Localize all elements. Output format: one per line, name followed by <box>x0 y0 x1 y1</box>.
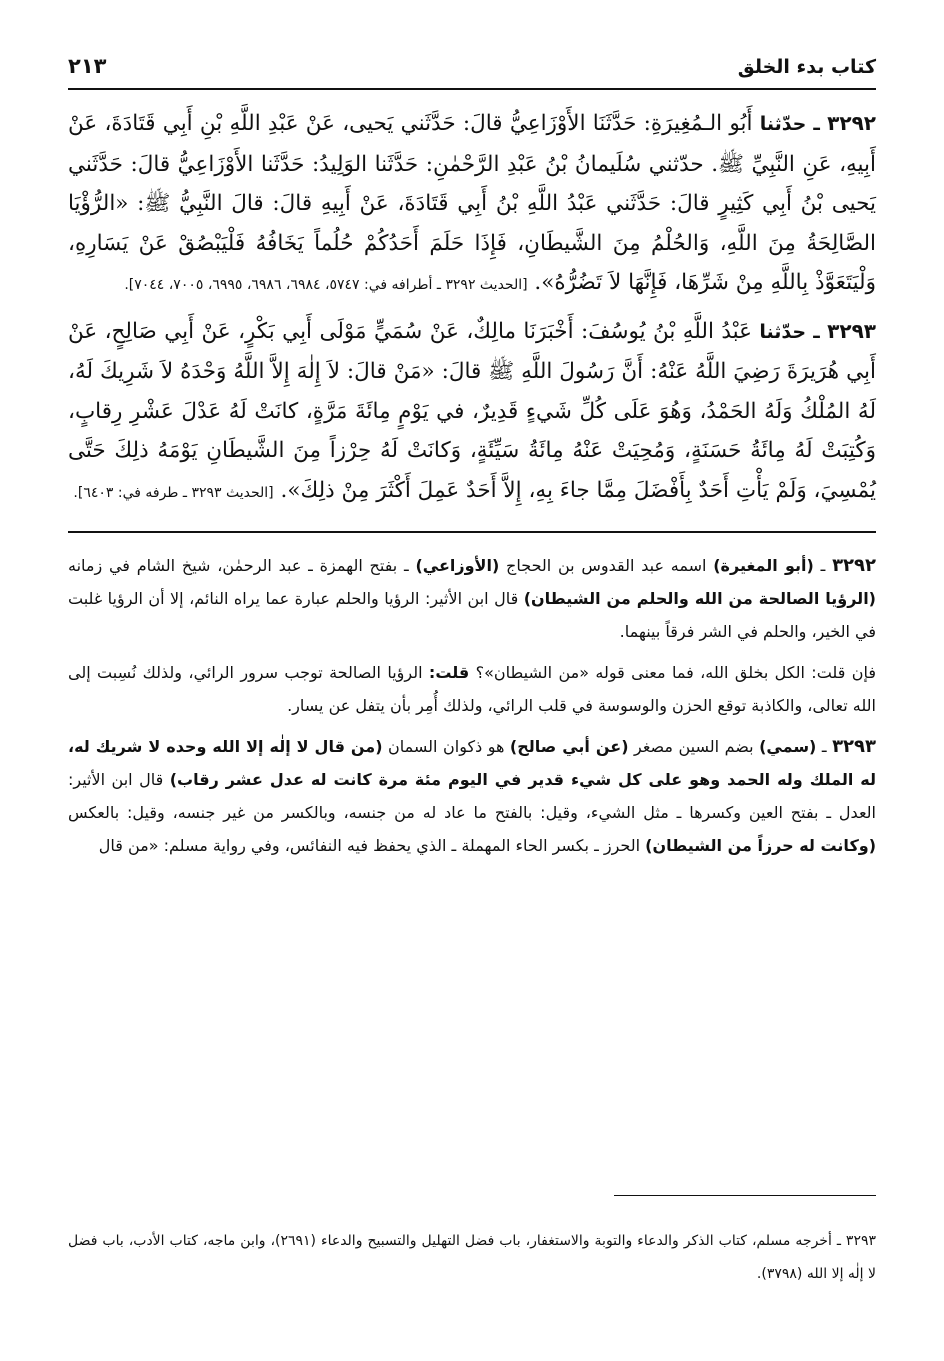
commentary-bold-phrase: (الأوزاعي) <box>415 556 500 575</box>
commentary-number: ٣٢٩٣ <box>832 736 877 757</box>
commentary-bold-phrase: (أبو المغيرة) <box>713 556 814 575</box>
hadith-text: أَبُو الـمُغِيرَةِ: حَدَّثَنَا الأَوْزَاعِيُّ قالَ: حَدَّثَني يَحيى، عَنْ عَبْدِ اللَّهِ بْنِ أَبِي قَتَادَةَ، عَنْ أَبِيهِ، عَنِ النَّبِيِّ ﷺ. حدّثني سُلَيمانُ بْنُ عَبْدِ الرَّحْمٰنِ: حَدَّثَنا الوَلِيدُ: حَدَّثَنا الأَوْزَاعِيُّ قالَ: حَدَّثَني يَحيى بْنُ أَبِي كَثِيرٍ قالَ: حَدَّثَني عَبْدُ اللَّهِ بْنُ أَبِي قَتَادَةَ، عَنْ أَبِيهِ قالَ: قالَ النَّبِيُّ ﷺ: «الرُّؤْيَا الصَّالِحَةُ مِنَ اللَّهِ، وَالحُلْمُ مِنَ الشَّيطَانِ، فَإِذَا حَلَمَ أَحَدُكُمْ حُلُماً يَخَافُهُ فَلْيَبْصُقْ عَنْ يَسَارِهِ، وَلْيَتَعَوَّذْ بِاللَّهِ مِنْ شَرِّهَا، فَإِنَّهَا لاَ تَضُرُّهُ». <box>68 111 876 295</box>
commentary-phrase: فإن قلت: الكل بخلق الله، فما معنى قوله «من الشيطان»؟ <box>469 663 877 682</box>
commentary-phrase: اسمه عبد القدوس بن الحجاج <box>499 556 714 575</box>
footnote-text: ـ أخرجه مسلم، كتاب الذكر والدعاء والتوبة والاستغفار، باب فضل التهليل والتسبيح والدعاء (٢٦٩١)، وابن ماجه، كتاب الأدب، باب فضل لا إلٰه إلا الله (٣٧٩٨). <box>68 1233 876 1282</box>
hadith-number: ٣٢٩٣ <box>827 318 876 343</box>
commentary-bold-phrase: (من قال لا إلٰه إلا الله وحده لا شريك له، له الملك وله الحمد وهو على كل شيء قدير في اليوم مئة مرة كانت له عدل عشر رقاب) <box>68 737 877 789</box>
commentary-phrase: ـ <box>813 556 833 575</box>
hadith-reference: [الحديث ٣٢٩٣ ـ طرفه في: ٦٤٠٣]. <box>73 484 274 501</box>
commentary-phrase: هو ذكوان السمان <box>382 737 510 756</box>
commentary-bold-phrase: قلت: <box>428 663 470 682</box>
commentary-text <box>68 556 876 641</box>
chapter-title: كتاب بدء الخلق <box>737 56 876 78</box>
commentary-phrase: ـ بفتح الهمزة ـ عبد الرحمٰن، شيخ الشام في زمانه <box>68 556 416 575</box>
commentary-bold-phrase: (عن أبي صالح) <box>509 737 629 756</box>
commentary-phrase: بضم السين مصغر <box>628 737 760 756</box>
footnote <box>68 1225 876 1291</box>
commentary-bold-phrase: (الرؤيا الصالحة من الله والحلم من الشيطان) <box>523 589 876 608</box>
commentary-text <box>68 663 876 715</box>
hadith-lead: ـ حدّثنا <box>759 320 820 343</box>
commentary-number: ٣٢٩٢ <box>832 555 877 576</box>
commentary-3292 <box>68 549 876 648</box>
hadith-reference: [الحديث ٣٢٩٢ ـ أطرافه في: ٥٧٤٧، ٦٩٨٤، ٦٩٨٦، ٦٩٩٥، ٧٠٠٥، ٧٠٤٤]. <box>124 277 528 293</box>
commentary-phrase: قال ابن الأثير: العدل ـ بفتح العين وكسرها ـ مثل الشيء، وقيل: بالفتح ما عاد له من جنسه، وبالكسر من غير جنسه، وقيل: بالعكس <box>68 770 876 822</box>
hadith-3292 <box>68 104 876 306</box>
hadith-text: عَبْدُ اللَّهِ بْنُ يُوسُفَ: أَخْبَرَنَا مالِكٌ، عَنْ سُمَيٍّ مَوْلَى أَبِي بَكْرٍ، عَنْ أَبِي صَالِحٍ، عَنْ أَبِي هُرَيرَةَ رَضِيَ اللَّهُ عَنْهُ: أَنَّ رَسُولَ اللَّهِ ﷺ قالَ: «مَنْ قالَ: لاَ إِلٰهَ إِلاَّ اللَّهُ وَحْدَهُ لاَ شَرِيكَ لَهُ، لَهُ المُلْكُ وَلَهُ الحَمْدُ، وَهُوَ عَلَى كُلِّ شَيءٍ قَدِيرٌ، في يَوْمٍ مِائَةَ مَرَّةٍ، كانَتْ لَهُ عَدْلَ عَشْرِ رِقابٍ، وَكُتِبَتْ لَهُ مِائَةُ حَسَنَةٍ، وَمُحِيَتْ عَنْهُ مِائَةُ سَيِّئَةٍ، وَكانَتْ لَهُ حِرْزاً مِنَ الشَّيطَانِ يَوْمَهُ ذلِكَ حَتَّى يُمْسِيَ، وَلَمْ يَأْتِ أَحَدٌ بِأَفْضَلَ مِمَّا جاءَ بِهِ، إِلاَّ أَحَدٌ عَمِلَ أَكْثَرَ مِنْ ذلِكَ». <box>68 318 876 503</box>
hadith-lead: ـ حدّثنا <box>759 113 820 135</box>
hadith-section <box>68 104 876 513</box>
commentary-phrase: قال ابن الأثير: الرؤيا والحلم عبارة عما يراه النائم، إلا أن الرؤيا غلبت في الخير، والحلم في الشر فرقاً بينهما. <box>68 589 876 641</box>
section-divider <box>68 531 876 533</box>
commentary-phrase: الحرز ـ بكسر الحاء المهملة ـ الذي يحفظ فيه النفائس، وفي رواية مسلم: «من قال <box>98 836 646 855</box>
hadith-3293 <box>68 312 876 514</box>
commentary-text <box>68 737 876 855</box>
footnote-number: ٣٢٩٣ <box>845 1233 876 1249</box>
commentary-phrase: الرؤيا الصالحة توجب سرور الرائي، ولذلك نُسِبت إلى الله تعالى، والكاذبة توقع الحزن والوسوسة في قلب الرائي، ولذلك أُمِر بأن يتفل عن يسار. <box>68 663 876 715</box>
commentary-question <box>68 656 876 722</box>
commentary-section <box>68 549 876 862</box>
commentary-phrase: ـ <box>816 737 833 756</box>
book-page <box>68 48 876 1328</box>
footnote-rule <box>614 1195 876 1196</box>
running-header <box>68 48 876 90</box>
commentary-bold-phrase: (سمي) <box>759 737 817 756</box>
commentary-3293 <box>68 730 876 862</box>
page-number: ٢١٣ <box>68 54 107 78</box>
commentary-bold-phrase: (وكانت له حرزاً من الشيطان) <box>645 836 876 855</box>
hadith-number: ٣٢٩٢ <box>827 111 876 135</box>
